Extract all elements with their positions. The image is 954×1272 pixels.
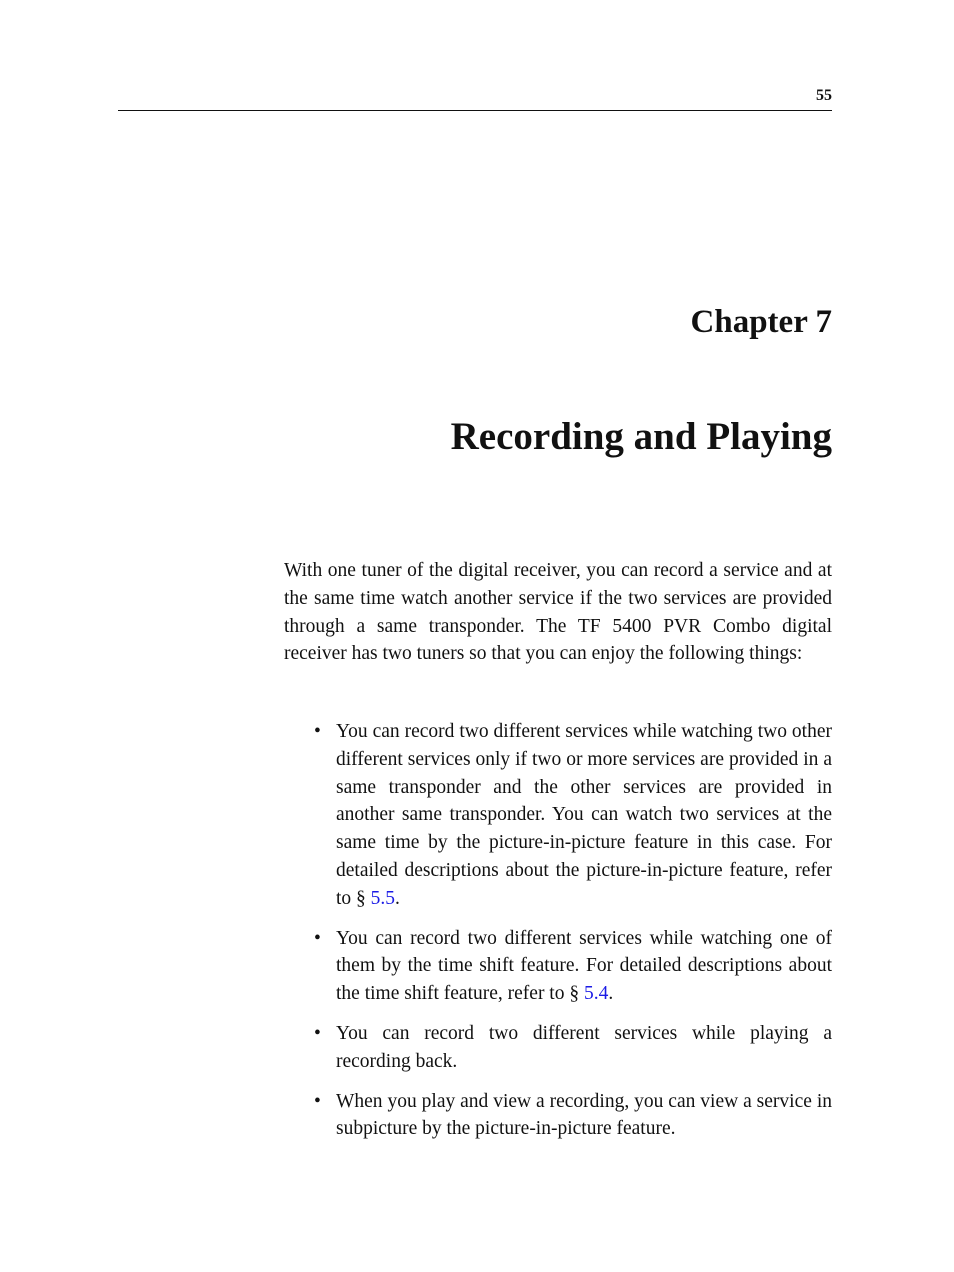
list-item-end: . <box>608 983 614 1005</box>
section-link-5-5[interactable]: 5.5 <box>370 887 396 909</box>
chapter-title: Recording and Playing <box>450 415 832 458</box>
bullet-icon: • <box>314 721 321 742</box>
bullet-icon: • <box>314 927 321 949</box>
list-item <box>284 718 832 913</box>
list-item-end: . <box>395 887 400 909</box>
page-number: 55 <box>816 87 832 104</box>
list-item <box>284 1020 832 1076</box>
bullet-icon: • <box>314 1090 321 1112</box>
list-item-text: When you play and view a recording, you can view a service in subpicture by the picture-in-picture feature. <box>336 1090 832 1140</box>
list-item <box>284 925 832 1008</box>
list-item-text: You can record two different services while playing a recording back. <box>336 1022 832 1072</box>
chapter-label: Chapter 7 <box>690 304 832 340</box>
section-link-5-4[interactable]: 5.4 <box>583 983 609 1005</box>
list-item-text: You can record two different services while watching one of them by the time shift feature. For detailed descriptions about the time shift feature, refer to § <box>336 927 832 1005</box>
bullet-list <box>284 718 832 1155</box>
list-item-text: You can record two different services while watching two other different services only if two or more services are provided in a same transponder and the other services are provided in another same transponder. You can watch two services at the same time by the picture-in-picture feature in this case. For detailed descriptions about the picture-in-picture feature, refer to § <box>336 721 832 909</box>
list-item <box>284 1088 832 1144</box>
intro-paragraph <box>284 557 832 668</box>
intro-text: With one tuner of the digital receiver, you can record a service and at the same time watch another service if the two services are provided through a same transponder. The TF 5400 PVR Combo digital receiver has two tuners so that you can enjoy the following things: <box>284 560 832 665</box>
bullet-icon: • <box>314 1022 321 1044</box>
header-rule <box>118 110 832 111</box>
